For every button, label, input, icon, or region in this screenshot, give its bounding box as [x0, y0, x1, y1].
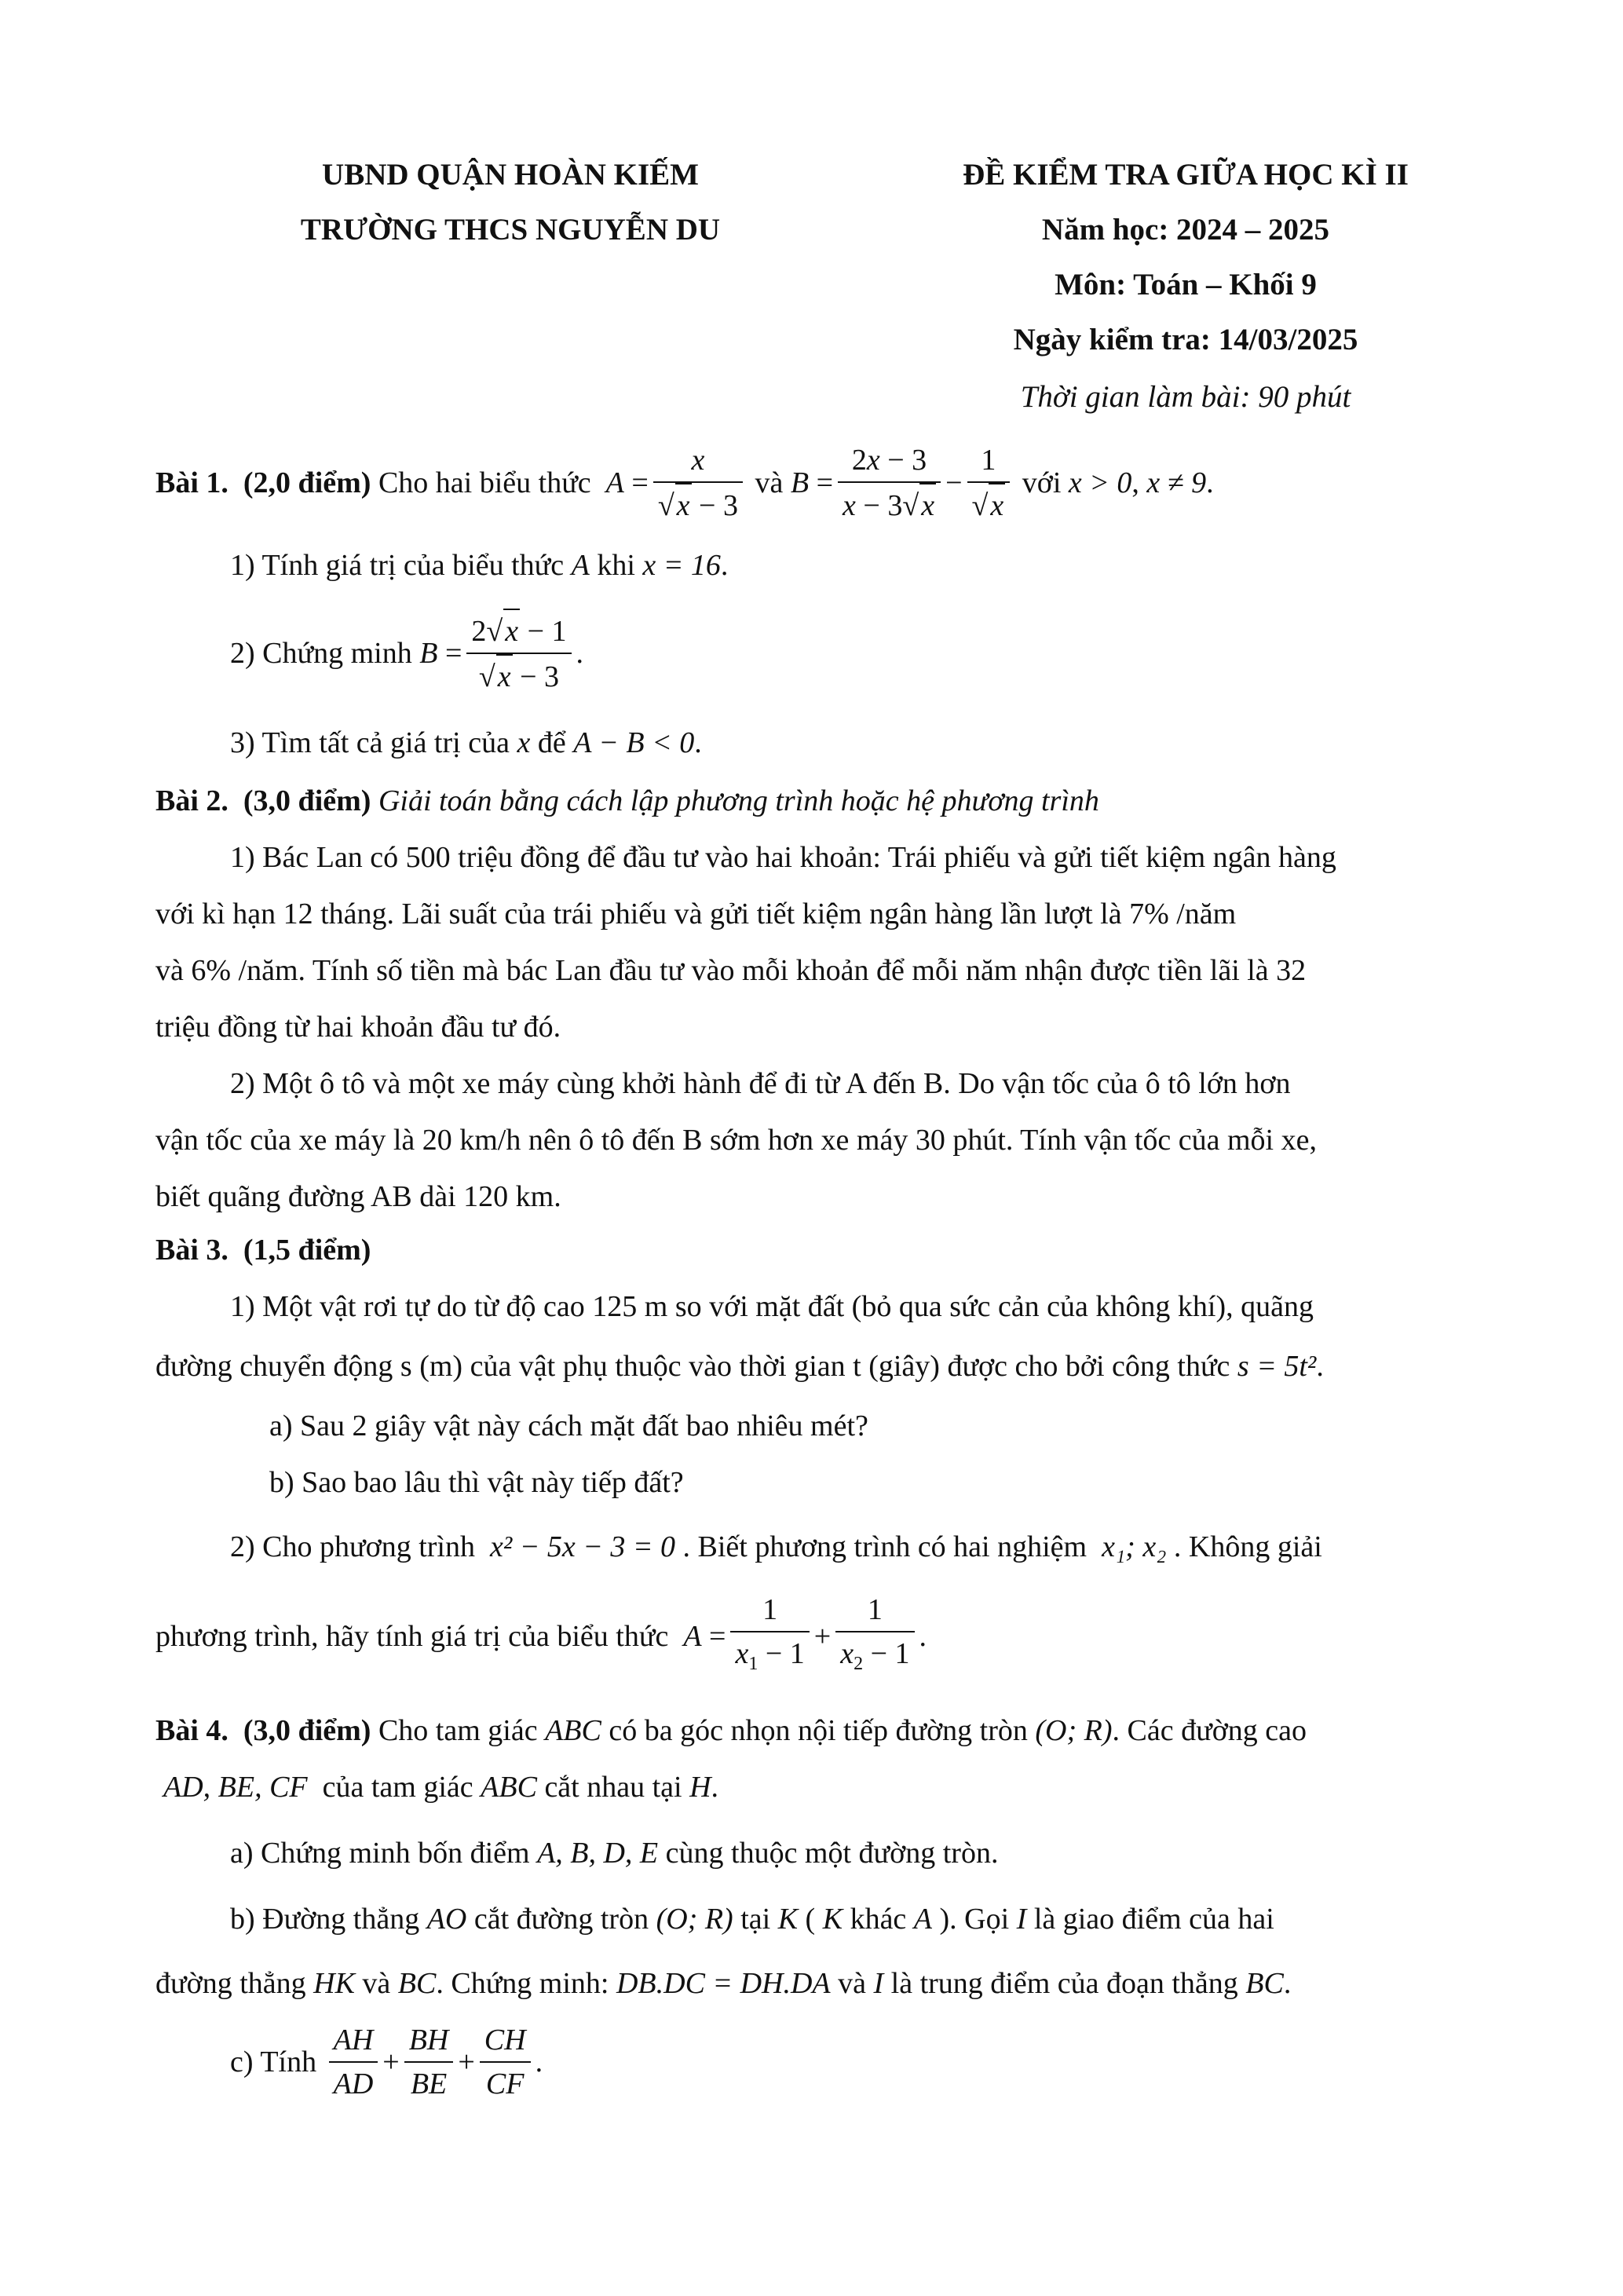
bai4-qb-t8: đường thẳng — [155, 1967, 306, 2000]
bai1-statement: Bài 1. (2,0 điểm) Cho hai biểu thức A = $\frac{x}{√x - 3}$ và B = $\frac{2x - 3}{x - 3√x}$ − $\frac{1}{√x}$ với x > 0 , x ≠ 9 . — [155, 436, 1214, 530]
bai4-qb-line2: đường thẳng HK và BC. Chứng minh: DB.DC = DH.DA và I là trung điểm của đoạn thẳng BC. — [155, 1967, 1292, 2000]
bai4-qb-t11: và — [838, 1967, 866, 2000]
bai4-text-d: của tam giác — [322, 1771, 473, 1804]
bai4-qc-fraction-2: $\frac{BH}{BE}$ — [404, 2019, 454, 2105]
bai3-p2-text-a: 2) Cho phương trình — [230, 1530, 475, 1563]
bai3-p1-line2: đường chuyển động s (m) của vật phụ thuộc vào thời gian t (giây) được cho bởi công thức s = 5t². — [155, 1350, 1324, 1383]
bai4-circle: (O; R) — [1035, 1714, 1113, 1747]
bai4-qa-text-b: cùng thuộc một đường tròn. — [665, 1837, 999, 1870]
bai1-q1-value: x = 16 — [642, 549, 721, 582]
bai4-qb-bc2: BC — [1245, 1967, 1284, 2000]
bai4-qb-i2: I — [873, 1967, 884, 2000]
bai2-title: Bài 2. — [155, 784, 228, 817]
bai1-q2-fraction: $\frac{2√x - 1}{√x - 3}$ — [466, 609, 571, 698]
header-subject: Môn: Toán – Khối 9 — [1055, 268, 1317, 302]
bai3-qb: b) Sao bao lâu thì vật này tiếp đất? — [269, 1466, 684, 1499]
bai1-q1-when: khi — [597, 549, 635, 582]
bai4-triangle: ABC — [545, 1714, 601, 1747]
bai3-fraction-1: $\frac{1}{x_1 - 1}$ — [730, 1589, 809, 1685]
bai1-with: với — [1022, 466, 1062, 499]
bai3-heading — [155, 1231, 371, 1269]
bai4-qb-t2: cắt đường tròn — [473, 1903, 649, 1936]
bai3-p2-text-b: . Biết phương trình có hai nghiệm — [682, 1530, 1087, 1563]
bai1-q1-text: 1) Tính giá trị của biểu thức — [230, 549, 565, 582]
bai3-equation: x² − 5x − 3 = 0 — [489, 1530, 676, 1563]
bai1-q2: 2) Chứng minh B = $\frac{2√x - 1}{√x - 3}$ . — [230, 606, 583, 700]
bai4-point-h: H — [689, 1771, 711, 1804]
bai1-q3-to: để — [537, 726, 566, 759]
expr-a-label: A — [605, 466, 624, 499]
bai2-p1-line2: với kì hạn 12 tháng. Lãi suất của trái phiếu và gửi tiết kiệm ngân hàng lần lượt là 7% /năm — [155, 898, 1237, 930]
bai4-text-e: cắt nhau tại — [544, 1771, 682, 1804]
bai1-q3-text: 3) Tìm tất cả giá trị của — [230, 726, 510, 759]
bai4-qb-circle: (O; R) — [656, 1903, 733, 1936]
bai4-qc-fraction-3: $\frac{CH}{CF}$ — [480, 2019, 531, 2105]
bai1-q1: 1) Tính giá trị của biểu thức A khi x = 16. — [230, 549, 729, 582]
bai4-qa-points: A, B, D, E — [537, 1837, 659, 1870]
header-school-year: Năm học: 2024 – 2025 — [1041, 213, 1330, 247]
bai4-altitudes: AD, BE, CF — [163, 1771, 308, 1804]
bai4-qb-t3: tại — [740, 1903, 771, 1936]
bai2-p1-line1: 1) Bác Lan có 500 triệu đồng để đầu tư vào hai khoản: Trái phiếu và gửi tiết kiệm ngân hàng — [230, 841, 1336, 874]
bai4-qb-relation: DB.DC = DH.DA — [616, 1967, 831, 2000]
bai4-qb-t5: khác — [850, 1903, 907, 1936]
bai4-qc-fraction-1: $\frac{AH}{AD}$ — [329, 2019, 378, 2105]
bai3-p2-line2: phương trình, hãy tính giá trị của biểu thức A = $\frac{1}{x_1 - 1}$ + $\frac{1}{x_2 - 1}$ . — [155, 1589, 927, 1684]
bai3-fraction-2: $\frac{1}{x_2 - 1}$ — [835, 1589, 914, 1685]
bai4-qc: c) Tính $\frac{AH}{AD}$ + $\frac{BH}{BE}$ + $\frac{CH}{CF}$ . — [230, 2015, 543, 2109]
bai3-p1-line2-text: đường chuyển động s (m) của vật phụ thuộc vào thời gian t (giây) được cho bởi công thức — [155, 1350, 1230, 1383]
bai4-qb-t4: ( — [805, 1903, 816, 1936]
bai3-p1-line1: 1) Một vật rơi tự do từ độ cao 125 m so với mặt đất (bỏ qua sức cản của không khí), quãng — [230, 1290, 1314, 1323]
bai4-qb-bc: BC — [397, 1967, 437, 2000]
bai4-line2: AD, BE, CF của tam giác ABC cắt nhau tại H. — [163, 1771, 719, 1804]
bai3-formula: s = 5t² — [1237, 1350, 1317, 1383]
bai3-p2-line2-text: phương trình, hãy tính giá trị của biểu thức — [155, 1620, 669, 1653]
bai4-qb-i: I — [1016, 1903, 1027, 1936]
bai3-points: (1,5 điểm) — [243, 1234, 371, 1267]
bai4-text-c: . Các đường cao — [1112, 1714, 1307, 1747]
bai3-roots: x₁; x₂ — [1102, 1530, 1167, 1563]
bai1-intro: Cho hai biểu thức — [378, 466, 591, 499]
header-exam-date: Ngày kiểm tra: 14/03/2025 — [1013, 323, 1358, 356]
header-exam-title: ĐỀ KIỂM TRA GIỮA HỌC KÌ II — [963, 158, 1409, 192]
header-duration: Thời gian làm bài: 90 phút — [1020, 380, 1351, 414]
expr-b-fraction-1: $\frac{2x - 3}{x - 3√x}$ — [838, 439, 941, 527]
bai4-qa — [230, 1834, 998, 1872]
bai4-points: (3,0 điểm) — [243, 1714, 371, 1747]
bai4-qb-ao: AO — [426, 1903, 467, 1936]
bai4-qb-a: A — [913, 1903, 933, 1936]
bai2-p2-line3: biết quãng đường AB dài 120 km. — [155, 1180, 561, 1213]
bai2-p2-line1: 2) Một ô tô và một xe máy cùng khởi hành để đi từ A đến B. Do vận tốc của ô tô lớn hơn — [230, 1067, 1291, 1100]
bai1-points: (2,0 điểm) — [243, 466, 371, 499]
bai4-qb-k2: K — [822, 1903, 843, 1936]
bai2-p2-line2: vận tốc của xe máy là 20 km/h nên ô tô đến B sớm hơn xe máy 30 phút. Tính vận tốc của mỗi xe, — [155, 1124, 1317, 1157]
bai4-qb-t9: và — [362, 1967, 391, 2000]
bai1-title: Bài 1. — [155, 466, 228, 499]
bai2-p1-line3: và 6% /năm. Tính số tiền mà bác Lan đầu tư vào mỗi khoản để mỗi năm nhận được tiền lãi là 32 — [155, 954, 1307, 987]
header-district: UBND QUẬN HOÀN KIẾM — [322, 158, 699, 192]
bai4-qb-hk: HK — [313, 1967, 355, 2000]
bai1-and: và — [755, 466, 784, 499]
bai2-heading — [155, 782, 1099, 820]
bai3-p2-text-c: . Không giải — [1173, 1530, 1322, 1563]
bai3-title: Bài 3. — [155, 1234, 228, 1267]
bai4-qc-text: c) Tính — [230, 2046, 317, 2078]
bai1-q3: 3) Tìm tất cả giá trị của x để A − B < 0. — [230, 726, 702, 759]
bai4-qb-k: K — [777, 1903, 799, 1936]
bai4-qb-line1 — [230, 1900, 1274, 1938]
bai4-triangle-2: ABC — [481, 1771, 537, 1804]
bai4-text-a: Cho tam giác — [378, 1714, 538, 1747]
bai4-title: Bài 4. — [155, 1714, 228, 1747]
bai4-line1 — [155, 1712, 1307, 1749]
bai3-p2-line1 — [230, 1528, 1322, 1566]
bai2-intro: Giải toán bằng cách lập phương trình hoặc hệ phương trình — [378, 784, 1099, 817]
expr-b-label: B — [790, 466, 810, 499]
bai1-q3-expr: A − B < 0 — [573, 726, 695, 759]
bai4-qa-text-a: a) Chứng minh bốn điểm — [230, 1837, 530, 1870]
expr-a-fraction: $\frac{x}{√x - 3}$ — [653, 439, 743, 527]
bai1-cond1: x > 0 — [1068, 466, 1132, 499]
bai4-qb-t1: b) Đường thẳng — [230, 1903, 420, 1936]
bai2-p1-line4: triệu đồng từ hai khoản đầu tư đó. — [155, 1011, 561, 1044]
bai3-qa: a) Sau 2 giây vật này cách mặt đất bao nhiêu mét? — [269, 1409, 868, 1442]
bai2-points: (3,0 điểm) — [243, 784, 371, 817]
bai4-qb-t10: . Chứng minh: — [436, 1967, 609, 2000]
bai1-cond2: x ≠ 9 — [1146, 466, 1207, 499]
bai4-qb-t6: ). Gọi — [939, 1903, 1010, 1936]
expr-b-fraction-2: $\frac{1}{√x}$ — [967, 439, 1011, 527]
bai4-text-b: có ba góc nhọn nội tiếp đường tròn — [609, 1714, 1028, 1747]
bai1-q2-text: 2) Chứng minh — [230, 637, 412, 670]
bai4-qb-t7: là giao điểm của hai — [1033, 1903, 1274, 1936]
bai1-q1-var: A — [571, 549, 590, 582]
bai1-q3-var: x — [517, 726, 531, 759]
bai4-qb-t12: là trung điểm của đoạn thẳng — [890, 1967, 1238, 2000]
header-school: TRƯỜNG THCS NGUYỄN DU — [300, 213, 721, 247]
